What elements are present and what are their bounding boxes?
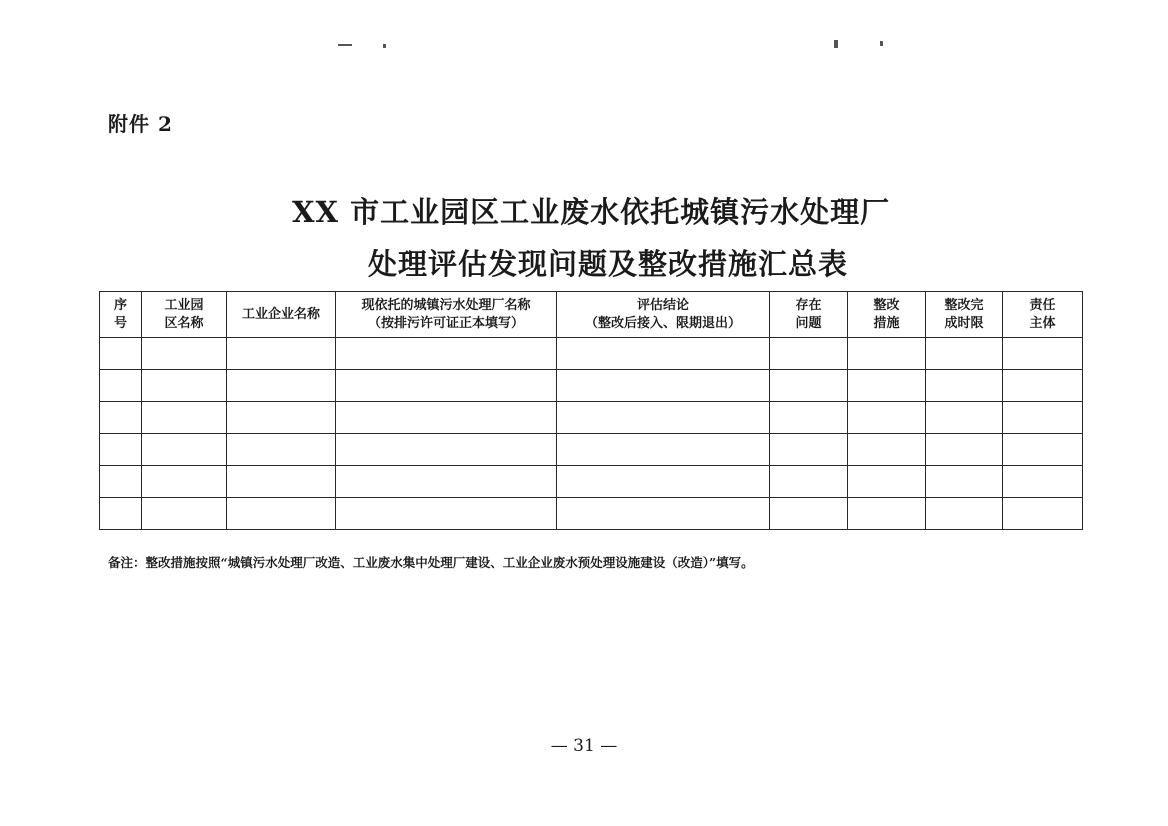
table-cell	[336, 370, 557, 402]
header-park-name: 工业园 区名称	[142, 292, 227, 338]
table-cell	[227, 498, 336, 530]
table-cell	[227, 434, 336, 466]
header-measures: 整改 措施	[848, 292, 926, 338]
table-cell	[100, 338, 142, 370]
table-row	[100, 402, 1083, 434]
table-cell	[1003, 466, 1083, 498]
header-serial-number: 序 号	[100, 292, 142, 338]
table-cell	[142, 370, 227, 402]
table-cell	[848, 402, 926, 434]
table-cell	[227, 466, 336, 498]
document-title-line2: 处理评估发现问题及整改措施汇总表	[368, 247, 849, 281]
table-cell	[100, 498, 142, 530]
table-cell	[336, 402, 557, 434]
table-cell	[557, 402, 770, 434]
header-deadline: 整改完 成时限	[926, 292, 1003, 338]
table-cell	[848, 498, 926, 530]
table-cell	[227, 370, 336, 402]
footnote: 备注：整改措施按照“城镇污水处理厂改造、工业废水集中处理厂建设、工业企业废水预处理设施建设（改造）”填写。	[108, 555, 754, 570]
table-cell	[770, 338, 848, 370]
table-cell	[336, 338, 557, 370]
table-cell	[557, 370, 770, 402]
table-cell	[926, 466, 1003, 498]
table-cell	[926, 498, 1003, 530]
table-cell	[142, 498, 227, 530]
table-cell	[100, 434, 142, 466]
table-cell	[336, 498, 557, 530]
table-cell	[557, 466, 770, 498]
table-cell	[142, 338, 227, 370]
header-issues: 存在 问题	[770, 292, 848, 338]
table-row	[100, 466, 1083, 498]
table-row	[100, 434, 1083, 466]
summary-table-container	[99, 291, 1082, 530]
table-cell	[100, 402, 142, 434]
scan-mark	[834, 40, 838, 48]
table-cell	[227, 402, 336, 434]
summary-table	[99, 291, 1083, 530]
table-cell	[848, 434, 926, 466]
table-cell	[142, 402, 227, 434]
table-cell	[142, 434, 227, 466]
table-cell	[557, 434, 770, 466]
table-cell	[770, 402, 848, 434]
table-cell	[1003, 338, 1083, 370]
table-header-row	[100, 292, 1083, 338]
table-row	[100, 338, 1083, 370]
table-cell	[848, 466, 926, 498]
page-number: — 31 —	[550, 736, 618, 756]
table-cell	[557, 498, 770, 530]
table-body	[100, 338, 1083, 530]
table-cell	[557, 338, 770, 370]
table-cell	[770, 466, 848, 498]
table-row	[100, 498, 1083, 530]
table-cell	[1003, 434, 1083, 466]
table-cell	[926, 338, 1003, 370]
table-cell	[770, 434, 848, 466]
table-cell	[926, 402, 1003, 434]
table-cell	[1003, 498, 1083, 530]
scan-mark	[338, 44, 352, 46]
table-cell	[336, 434, 557, 466]
table-cell	[848, 370, 926, 402]
table-cell	[770, 370, 848, 402]
table-cell	[227, 338, 336, 370]
table-cell	[1003, 402, 1083, 434]
table-cell	[336, 466, 557, 498]
scan-mark	[880, 41, 883, 46]
table-row	[100, 370, 1083, 402]
header-enterprise-name: 工业企业名称	[227, 292, 336, 338]
header-treatment-plant: 现依托的城镇污水处理厂名称 （按排污许可证正本填写）	[336, 292, 557, 338]
table-cell	[770, 498, 848, 530]
document-title-line1: XX 市工业园区工业废水依托城镇污水处理厂	[292, 195, 891, 229]
table-cell	[100, 370, 142, 402]
attachment-label: 附件 2	[108, 112, 173, 136]
scan-mark	[383, 44, 386, 48]
table-cell	[1003, 370, 1083, 402]
table-cell	[142, 466, 227, 498]
table-cell	[926, 434, 1003, 466]
header-assessment-conclusion: 评估结论 （整改后接入、限期退出）	[557, 292, 770, 338]
header-responsible-party: 责任 主体	[1003, 292, 1083, 338]
table-cell	[100, 466, 142, 498]
table-cell	[848, 338, 926, 370]
table-cell	[926, 370, 1003, 402]
